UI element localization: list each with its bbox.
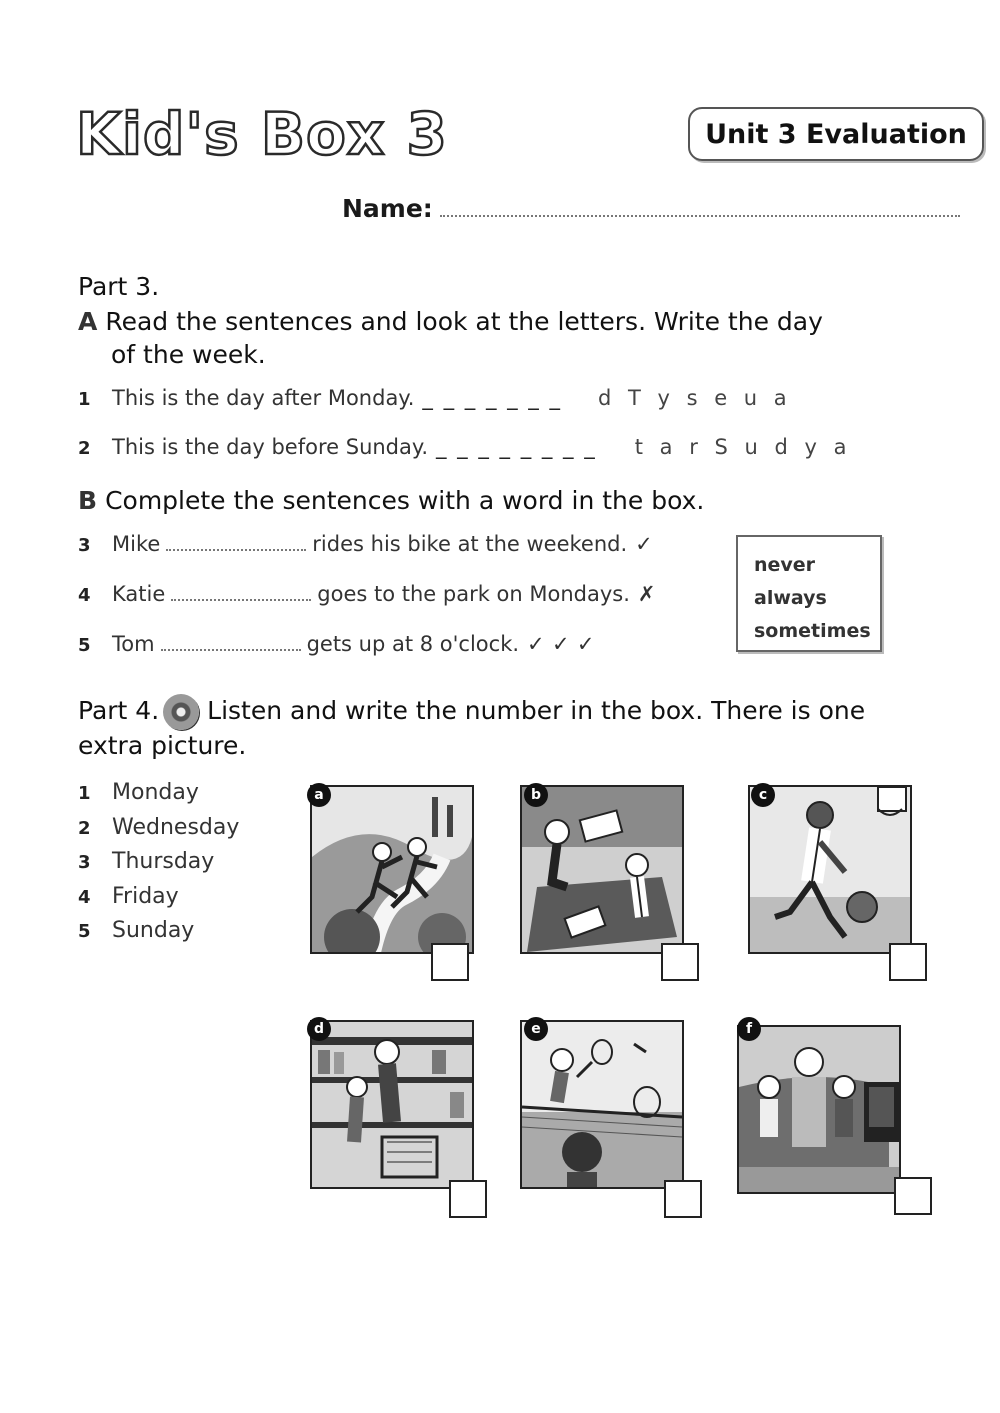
cd-icon (163, 694, 199, 730)
answer-box-a[interactable] (431, 943, 469, 981)
word-option: sometimes (754, 620, 871, 642)
picture-e-badminton (520, 1020, 684, 1189)
day-item (78, 845, 239, 880)
picture-label-e: e (524, 1017, 548, 1041)
answer-blank[interactable] (161, 635, 301, 651)
question-number: 1 (78, 389, 91, 410)
day-name: Wednesday (112, 814, 240, 840)
day-number: 2 (78, 817, 91, 839)
question-subject: Katie (112, 582, 166, 606)
picture-a-park-running (310, 785, 474, 954)
picture-label-a: a (307, 783, 331, 807)
question-rest: gets up at 8 o'clock. (306, 632, 520, 656)
day-name: Sunday (112, 918, 195, 943)
question-2 (78, 435, 847, 459)
answer-blank[interactable] (171, 585, 311, 601)
part4-title: Part 4. (78, 696, 160, 725)
day-item (78, 914, 239, 949)
section-a-instruction-line2: of the week. (111, 340, 266, 369)
answer-box-c[interactable] (889, 943, 927, 981)
question-text: This is the day before Sunday. (112, 435, 428, 459)
picture-d-supermarket (310, 1020, 474, 1189)
question-rest: goes to the park on Mondays. (317, 582, 630, 606)
question-4 (78, 582, 656, 606)
day-list (78, 776, 239, 949)
frequency-mark: ✓ ✓ ✓ (527, 632, 595, 656)
word-option: never (754, 554, 816, 576)
frequency-mark: ✓ (635, 532, 653, 556)
part4-instruction-line2: extra picture. (78, 731, 247, 760)
answer-box-b[interactable] (661, 943, 699, 981)
picture-f-watching-tv (737, 1025, 901, 1194)
question-5 (78, 632, 594, 656)
question-text: This is the day after Monday. (112, 386, 415, 410)
section-a-instruction (78, 305, 823, 338)
day-number: 4 (78, 886, 91, 908)
question-number: 2 (78, 438, 91, 459)
question-number: 5 (78, 635, 91, 656)
day-name: Friday (112, 883, 179, 909)
picture-label-b: b (524, 783, 548, 807)
picture-label-f: f (737, 1017, 761, 1041)
question-rest: rides his bike at the weekend. (312, 532, 628, 556)
question-1 (78, 386, 788, 410)
question-subject: Tom (112, 632, 155, 656)
frequency-mark: ✗ (637, 582, 656, 606)
section-b-letter: B (78, 486, 98, 515)
scrambled-letters: t a r S u d y a (634, 435, 848, 459)
answer-dashes[interactable]: _ _ _ _ _ _ _ _ (436, 435, 597, 459)
question-subject: Mike (112, 532, 161, 556)
question-number: 4 (78, 585, 91, 606)
day-number: 5 (78, 921, 91, 942)
picture-c-basketball (748, 785, 912, 954)
picture-label-c: c (751, 783, 775, 807)
part4-instruction (78, 694, 865, 730)
answer-box-f[interactable] (894, 1177, 932, 1215)
question-number: 3 (78, 535, 91, 556)
word-box (736, 535, 882, 652)
name-field[interactable] (440, 215, 960, 217)
section-a-instruction-line1: Read the sentences and look at the letters. Write the day (105, 307, 823, 336)
part4-instruction-line1: Listen and write the number in the box. There is one (207, 696, 866, 725)
part3-title: Part 3. (78, 272, 160, 301)
picture-b-school-reading (520, 785, 684, 954)
answer-blank[interactable] (166, 535, 306, 551)
unit-title-box: Unit 3 Evaluation (688, 107, 984, 161)
name-label: Name: (342, 194, 433, 223)
section-b-instruction-text: Complete the sentences with a word in the box. (105, 486, 705, 515)
day-name: Monday (112, 780, 199, 805)
scrambled-letters: d T y s e u a (597, 386, 788, 410)
answer-box-d[interactable] (449, 1180, 487, 1218)
day-number: 1 (78, 783, 91, 804)
day-item (78, 811, 239, 846)
section-a-letter: A (78, 307, 98, 336)
day-number: 3 (78, 852, 91, 873)
word-option: always (754, 587, 827, 609)
answer-box-e[interactable] (664, 1180, 702, 1218)
day-item (78, 880, 239, 915)
answer-dashes[interactable]: _ _ _ _ _ _ _ (422, 386, 562, 410)
day-name: Thursday (112, 849, 215, 874)
section-b-instruction (78, 484, 704, 517)
question-3 (78, 532, 653, 556)
kids-box-logo: Kid's Box 3 (76, 100, 448, 168)
picture-label-d: d (307, 1017, 331, 1041)
day-item (78, 776, 239, 811)
